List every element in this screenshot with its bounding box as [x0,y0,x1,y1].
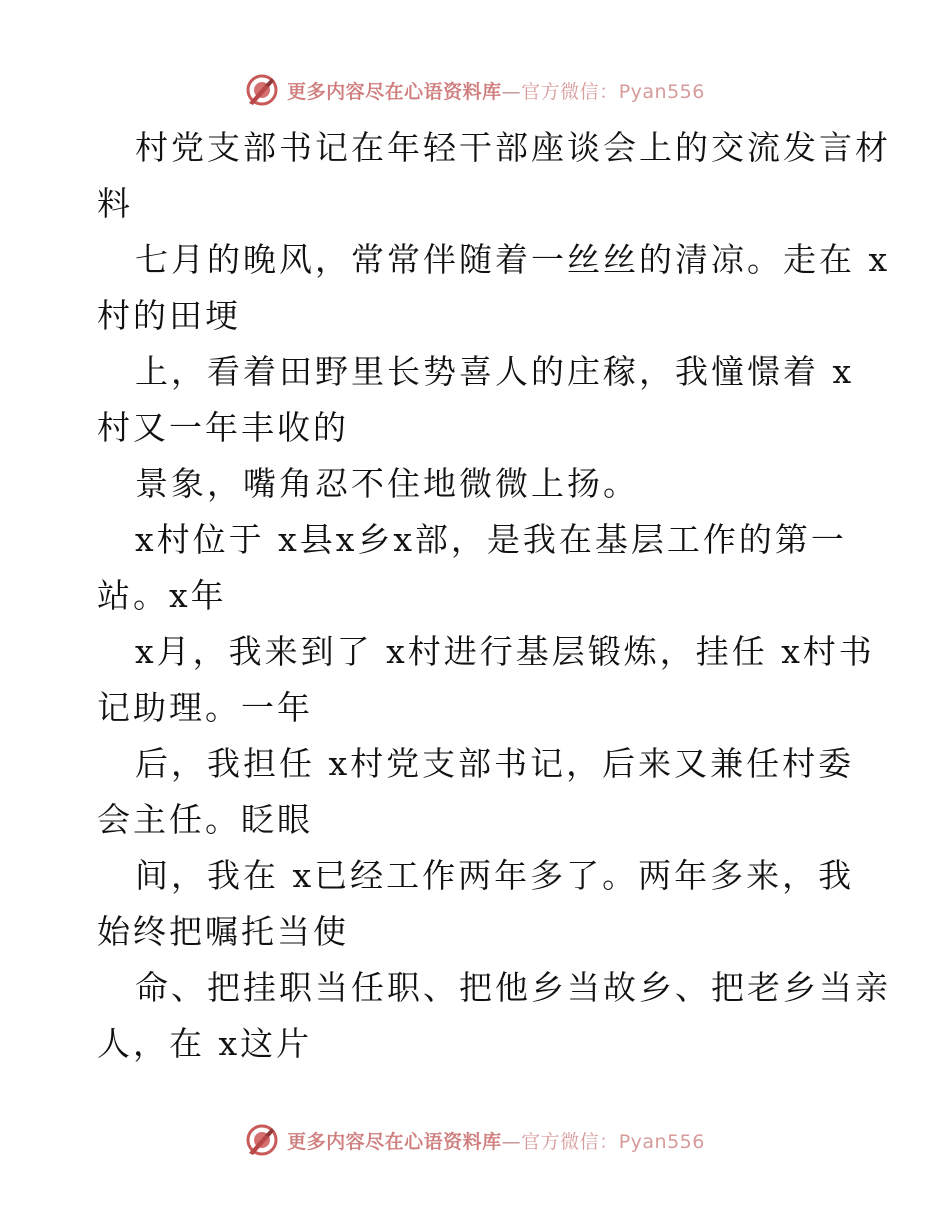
text-line: x月，我来到了 x村进行基层锻炼，挂任 x村书 [135,632,875,671]
watermark-text [287,1127,705,1154]
watermark-account: Pyan556 [618,80,705,103]
text-line: 后，我担任 x村党支部书记，后来又兼任村委 [135,744,855,783]
text-line: 七月的晚风，常常伴随着一丝丝的清凉。走在 x [135,240,891,279]
text-line: 始终把嘱托当使 [97,912,349,951]
watermark-brand: 更多内容尽在心语资料库 [287,1130,502,1153]
text-line: 命、把挂职当任职、把他乡当故乡、把老乡当亲 [135,968,891,1007]
watermark-official: 官方微信： [521,1130,619,1153]
text-line: 人，在 x这片 [97,1024,313,1063]
text-line: 站。x年 [97,576,227,615]
watermark-account: Pyan556 [618,1130,705,1153]
pen-logo-icon [245,73,279,107]
text-line: 景象，嘴角忍不住地微微上扬。 [135,464,639,503]
watermark-dash: — [501,80,522,103]
watermark-brand: 更多内容尽在心语资料库 [287,80,502,103]
text-line: 村党支部书记在年轻干部座谈会上的交流发言材 [135,128,891,167]
document-body [97,120,891,1072]
text-line: 上，看着田野里长势喜人的庄稼，我憧憬着 x [135,352,855,391]
watermark-official: 官方微信： [521,80,619,103]
watermark-footer [0,1120,950,1160]
pen-logo-icon [245,1123,279,1157]
document-text [97,120,891,1072]
text-line: 记助理。一年 [97,688,313,727]
text-line: 会主任。眨眼 [97,800,313,839]
text-line: 村的田埂 [97,296,241,335]
watermark-header [0,70,950,110]
text-line: 村又一年丰收的 [97,408,349,447]
text-line: 间，我在 x已经工作两年多了。两年多来，我 [135,856,855,895]
watermark-text [287,77,705,104]
text-line: 料 [97,184,133,223]
watermark-dash: — [501,1130,522,1153]
text-line: x村位于 x县x乡x部，是我在基层工作的第一 [135,520,847,559]
